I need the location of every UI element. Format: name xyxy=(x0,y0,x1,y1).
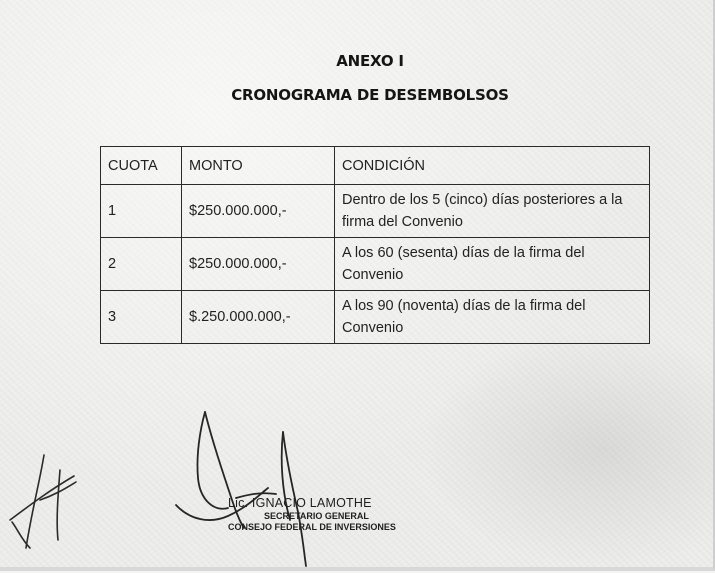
table-row xyxy=(101,238,650,291)
scan-shadow xyxy=(420,330,715,570)
header-monto: MONTO xyxy=(182,147,335,185)
signer-name: Lic. IGNACIO LAMOTHE xyxy=(228,496,372,510)
cell-monto: $.250.000.000,- xyxy=(182,291,335,344)
annex-heading: ANEXO I xyxy=(336,52,404,70)
cell-condicion: A los 60 (sesenta) días de la firma del Convenio xyxy=(335,238,650,291)
disbursement-table xyxy=(100,146,650,344)
table-header-row xyxy=(101,147,650,185)
cell-condicion: Dentro de los 5 (cinco) días posteriores a la firma del Convenio xyxy=(335,185,650,238)
table-row xyxy=(101,185,650,238)
table-row xyxy=(101,291,650,344)
schedule-title: CRONOGRAMA DE DESEMBOLSOS xyxy=(231,86,509,104)
signature-stamp xyxy=(228,496,396,532)
cell-condicion: A los 90 (noventa) días de la firma del Convenio xyxy=(335,291,650,344)
cell-cuota: 1 xyxy=(101,185,182,238)
signer-role: SECRETARIO GENERAL xyxy=(264,511,369,521)
cell-monto: $250.000.000,- xyxy=(182,238,335,291)
header-condicion: CONDICIÓN xyxy=(335,147,650,185)
signer-organization: CONSEJO FEDERAL DE INVERSIONES xyxy=(228,522,396,532)
cell-cuota: 2 xyxy=(101,238,182,291)
cell-cuota: 3 xyxy=(101,291,182,344)
cell-monto: $250.000.000,- xyxy=(182,185,335,238)
header-cuota: CUOTA xyxy=(101,147,182,185)
